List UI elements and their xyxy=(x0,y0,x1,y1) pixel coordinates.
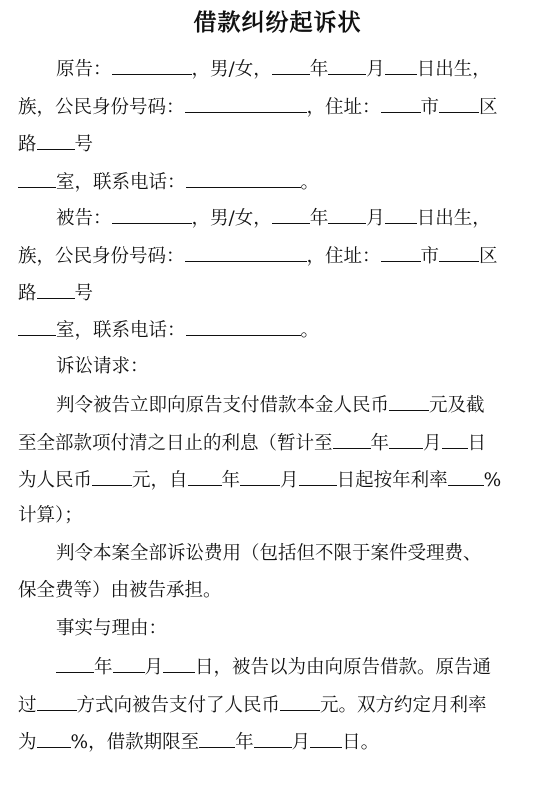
blank-room[interactable] xyxy=(18,169,56,188)
blank-interest-amount[interactable] xyxy=(92,467,132,486)
text: 区 xyxy=(479,246,498,267)
text: 保全费等）由被告承担。 xyxy=(18,580,222,601)
defendant-phone-line xyxy=(18,317,319,343)
blank-year[interactable] xyxy=(333,430,371,449)
blank-principal-amount[interactable] xyxy=(389,392,429,411)
claims-heading xyxy=(56,355,149,379)
plaintiff-name-line xyxy=(56,56,491,82)
text: 号 xyxy=(74,134,94,155)
text: 为人民币 xyxy=(18,470,93,491)
plaintiff-phone-line xyxy=(18,169,319,195)
text: 年 xyxy=(235,732,254,753)
claim-1-line-3 xyxy=(18,467,501,493)
text: 年 xyxy=(309,59,329,80)
text: 路 xyxy=(18,283,37,304)
text: 日出生， xyxy=(416,59,491,80)
text: 。 xyxy=(300,172,320,193)
text: 元及截 xyxy=(429,395,485,416)
plaintiff-address-line xyxy=(18,131,93,157)
text: 族，公民身份号码： xyxy=(18,246,185,267)
text: 月 xyxy=(144,657,164,678)
text: 至全部款项付清之日止的利息（暂计至 xyxy=(18,433,333,454)
blank-payment-method[interactable] xyxy=(37,692,77,711)
blank-birth-year[interactable] xyxy=(272,56,310,75)
text: 日起按年利率 xyxy=(336,470,448,491)
blank-monthly-rate[interactable] xyxy=(37,729,71,748)
claim-1-line-4 xyxy=(18,504,83,528)
blank-district[interactable] xyxy=(439,94,479,113)
blank-day[interactable] xyxy=(163,654,195,673)
text: ，住址： xyxy=(306,97,381,118)
text: 日。 xyxy=(342,732,380,753)
text: 过 xyxy=(18,695,37,716)
text: 日，被告以为由向原告借款。原告通 xyxy=(195,657,492,678)
text: 区 xyxy=(479,97,498,118)
blank-year[interactable] xyxy=(56,654,94,673)
defendant-address-line xyxy=(18,280,93,306)
text: 诉讼请求： xyxy=(56,356,149,377)
text: 月 xyxy=(423,433,442,454)
text: 判令被告立即向原告支付借款本金人民币 xyxy=(56,395,390,416)
blank-day[interactable] xyxy=(299,467,337,486)
text: 判令本案全部诉讼费用（包括但不限于案件受理费、 xyxy=(56,543,482,564)
blank-plaintiff-name[interactable] xyxy=(112,56,192,75)
text: 月 xyxy=(366,208,385,229)
text: % xyxy=(483,470,502,491)
text: 月 xyxy=(280,470,299,491)
blank-defendant-phone[interactable] xyxy=(186,317,301,336)
blank-road[interactable] xyxy=(37,280,75,299)
text: ，住址： xyxy=(306,246,381,267)
facts-line-1 xyxy=(56,654,491,680)
blank-defendant-name[interactable] xyxy=(112,205,192,224)
text: 被告： xyxy=(56,208,112,229)
blank-district[interactable] xyxy=(439,243,479,262)
defendant-id-line xyxy=(18,243,498,269)
blank-year[interactable] xyxy=(199,729,235,748)
text: %，借款期限至 xyxy=(70,732,200,753)
text: 月 xyxy=(291,732,311,753)
blank-day[interactable] xyxy=(310,729,342,748)
claim-1-line-2 xyxy=(18,430,486,456)
blank-day[interactable] xyxy=(442,430,468,449)
text: 计算）； xyxy=(18,505,83,526)
blank-birth-day[interactable] xyxy=(385,56,417,75)
blank-plaintiff-id-number[interactable] xyxy=(185,94,307,113)
text: 年 xyxy=(309,208,329,229)
blank-room[interactable] xyxy=(18,317,56,336)
text: 号 xyxy=(74,283,94,304)
blank-plaintiff-phone[interactable] xyxy=(186,169,301,188)
text: 年 xyxy=(94,657,113,678)
blank-birth-day[interactable] xyxy=(385,205,417,224)
facts-line-2 xyxy=(18,692,487,718)
text: 年 xyxy=(221,470,241,491)
blank-road[interactable] xyxy=(37,131,75,150)
text: 为 xyxy=(18,732,37,753)
text: 市 xyxy=(420,97,440,118)
blank-defendant-id-number[interactable] xyxy=(185,243,307,262)
blank-month[interactable] xyxy=(389,430,423,449)
blank-birth-month[interactable] xyxy=(328,205,366,224)
claim-2-line-2 xyxy=(18,579,222,603)
plaintiff-id-line xyxy=(18,94,498,120)
text: 元，自 xyxy=(132,470,188,491)
text: ，男/女， xyxy=(191,208,272,229)
blank-birth-year[interactable] xyxy=(272,205,310,224)
blank-birth-month[interactable] xyxy=(328,56,366,75)
facts-line-3 xyxy=(18,729,379,755)
text: 原告： xyxy=(56,59,112,80)
text: ，男/女， xyxy=(191,59,272,80)
claim-2-line-1 xyxy=(56,542,482,566)
blank-month[interactable] xyxy=(254,729,292,748)
text: 日 xyxy=(467,433,487,454)
claim-1-line-1 xyxy=(56,392,485,418)
text: 方式向被告支付了人民币 xyxy=(76,695,281,716)
text: 室，联系电话： xyxy=(56,320,186,341)
text: 事实与理由： xyxy=(56,618,168,639)
blank-city[interactable] xyxy=(381,94,421,113)
text: 路 xyxy=(18,134,37,155)
text: 。 xyxy=(300,320,320,341)
text: 日出生， xyxy=(416,208,491,229)
text: 市 xyxy=(420,246,440,267)
blank-payment-amount[interactable] xyxy=(280,692,320,711)
document-title: 借款纠纷起诉状 xyxy=(193,10,362,36)
blank-annual-rate[interactable] xyxy=(448,467,484,486)
facts-heading xyxy=(56,617,167,641)
blank-month[interactable] xyxy=(240,467,280,486)
text: 元。双方约定月利率 xyxy=(320,695,487,716)
text: 族，公民身份号码： xyxy=(18,97,185,118)
defendant-name-line xyxy=(56,205,491,231)
text: 室，联系电话： xyxy=(56,172,186,193)
blank-city[interactable] xyxy=(381,243,421,262)
blank-year[interactable] xyxy=(188,467,222,486)
text: 年 xyxy=(370,433,390,454)
blank-month[interactable] xyxy=(113,654,145,673)
text: 月 xyxy=(366,59,385,80)
